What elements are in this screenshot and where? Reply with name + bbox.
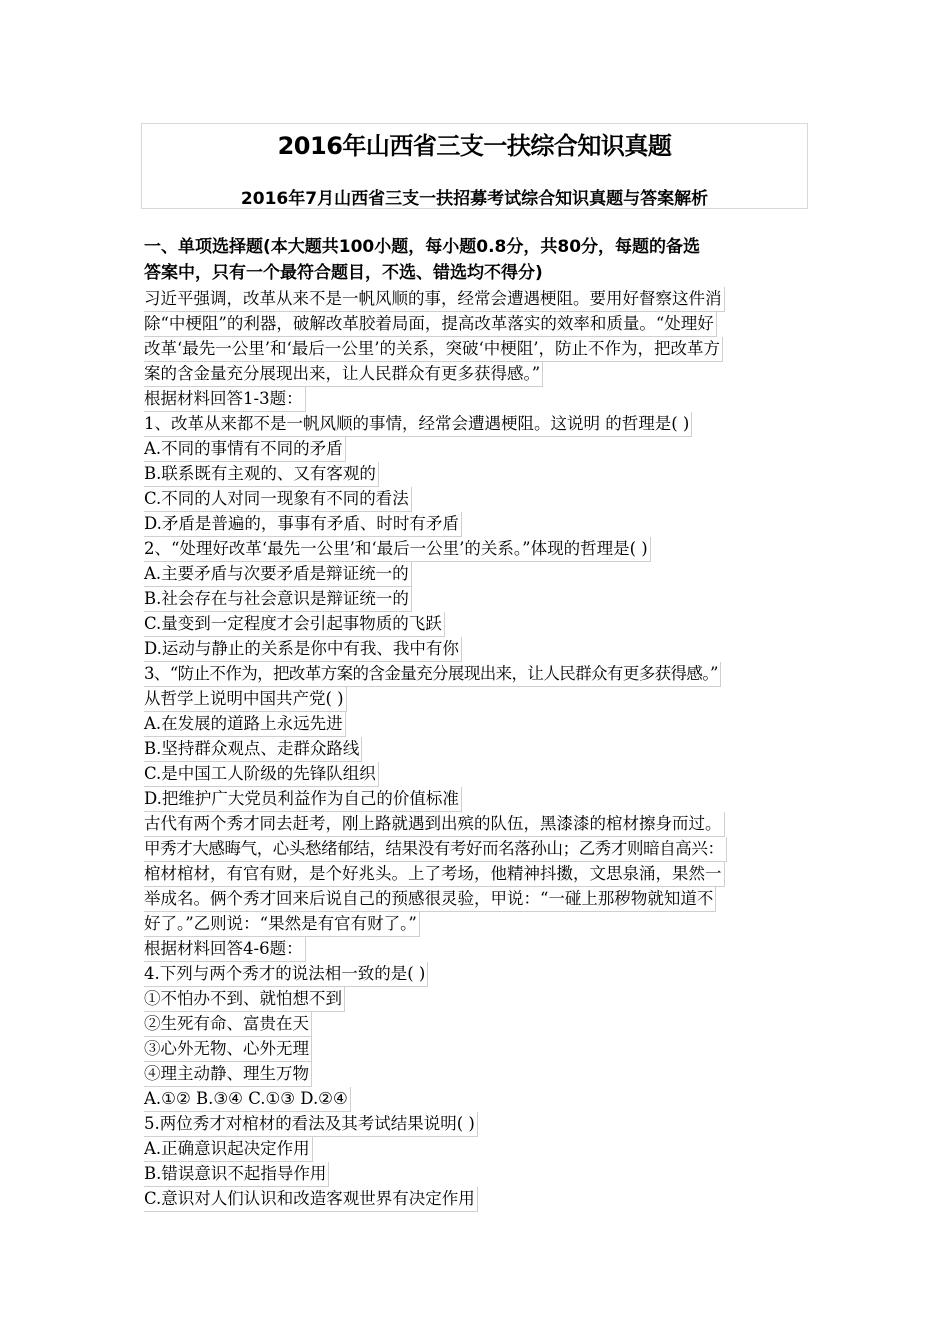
section-heading-line-1: 一、单项选择题(本大题共100小题，每小题0.8分，共80分，每题的备选 <box>144 237 701 257</box>
question-2-stem: 2、“处理好改革‘最先一公里’和‘最后一公里’的关系。”体现的哲理是( ) <box>144 537 651 562</box>
question-4-item-4: ④理主动静、理生万物 <box>144 1062 312 1087</box>
question-3-option-d: D.把维护广大党员利益作为自己的价值标准 <box>144 787 462 812</box>
material-1-line: 除“中梗阻”的利器，破解改革胶着局面，提高改革落实的效率和质量。“处理好 <box>144 312 717 337</box>
question-1-option-d: D.矛盾是普遍的，事事有矛盾、时时有矛盾 <box>144 512 462 537</box>
material-2-line: 古代有两个秀才同去赶考，刚上路就遇到出殡的队伍，黑漆漆的棺材擦身而过。 <box>144 812 725 837</box>
question-4-item-2: ②生死有命、富贵在天 <box>144 1012 312 1037</box>
question-2-option-d: D.运动与静止的关系是你中有我、我中有你 <box>144 637 462 662</box>
material-2-line: 甲秀才大感晦气，心头愁绪郁结，结果没有考好而名落孙山；乙秀才则暗自高兴： <box>144 837 727 862</box>
question-3-option-c: C.是中国工人阶级的先锋队组织 <box>144 762 379 787</box>
title-box <box>141 123 808 209</box>
section-heading <box>144 234 814 286</box>
question-4-options: A.①② B.③④ C.①③ D.②④ <box>144 1087 351 1112</box>
material-2-line: 棺材棺材，有官有财，是个好兆头。上了考场，他精神抖擞，文思泉涌，果然一 <box>144 862 725 887</box>
material-1 <box>144 286 824 386</box>
question-2-option-a: A.主要矛盾与次要矛盾是辩证统一的 <box>144 562 412 587</box>
question-2-option-c: C.量变到一定程度才会引起事物质的飞跃 <box>144 612 445 637</box>
material-1-prompt: 根据材料回答1-3题： <box>144 387 306 412</box>
question-1-option-b: B.联系既有主观的、又有客观的 <box>144 462 379 487</box>
question-5-stem: 5.两位秀才对棺材的看法及其考试结果说明( ) <box>144 1112 478 1137</box>
page-subtitle: 2016年7月山西省三支一扶招募考试综合知识真题与答案解析 <box>240 189 709 209</box>
question-3-option-b: B.坚持群众观点、走群众路线 <box>144 737 362 762</box>
question-1-stem: 1、改革从来都不是一帆风顺的事情，经常会遭遇梗阻。这说明 的哲理是( ) <box>144 412 692 437</box>
question-3-option-a: A.在发展的道路上永远先进 <box>144 712 346 737</box>
material-1-line: 案的含金量充分展现出来，让人民群众有更多获得感。” <box>144 362 543 387</box>
material-2-prompt: 根据材料回答4-6题： <box>144 937 306 962</box>
question-1-option-a: A.不同的事情有不同的矛盾 <box>144 437 346 462</box>
question-1-option-c: C.不同的人对同一现象有不同的看法 <box>144 487 412 512</box>
question-2-option-b: B.社会存在与社会意识是辩证统一的 <box>144 587 412 612</box>
question-5-option-c: C.意识对人们认识和改造客观世界有决定作用 <box>144 1187 478 1212</box>
material-2-line: 举成名。俩个秀才回来后说自己的预感很灵验，甲说：“一碰上那秽物就知道不 <box>144 887 716 912</box>
question-3-stem-line-2: 从哲学上说明中国共产党( ) <box>144 687 347 712</box>
material-2 <box>144 811 824 936</box>
question-3-stem-line-1: 3、“防止不作为，把改革方案的含金量充分展现出来，让人民群众有更多获得感。” <box>144 662 721 687</box>
document-body <box>144 286 824 1211</box>
material-1-line: 习近平强调，改革从来不是一帆风顺的事，经常会遭遇梗阻。要用好督察这件消 <box>144 287 725 312</box>
question-4-item-1: ①不怕办不到、就怕想不到 <box>144 987 345 1012</box>
section-heading-line-2: 答案中，只有一个最符合题目，不选、错选均不得分) <box>144 263 543 283</box>
question-4-item-3: ③心外无物、心外无理 <box>144 1037 312 1062</box>
question-5-option-b: B.错误意识不起指导作用 <box>144 1162 329 1187</box>
page-title: 2016年山西省三支一扶综合知识真题 <box>277 132 672 160</box>
material-2-line: 好了。”乙则说：“果然是有官有财了。” <box>144 912 420 937</box>
material-1-line: 改革‘最先一公里’和‘最后一公里’的关系，突破‘中梗阻’，防止不作为，把改革方 <box>144 337 723 362</box>
question-4-stem: 4.下列与两个秀才的说法相一致的是( ) <box>144 962 428 987</box>
question-5-option-a: A.正确意识起决定作用 <box>144 1137 313 1162</box>
